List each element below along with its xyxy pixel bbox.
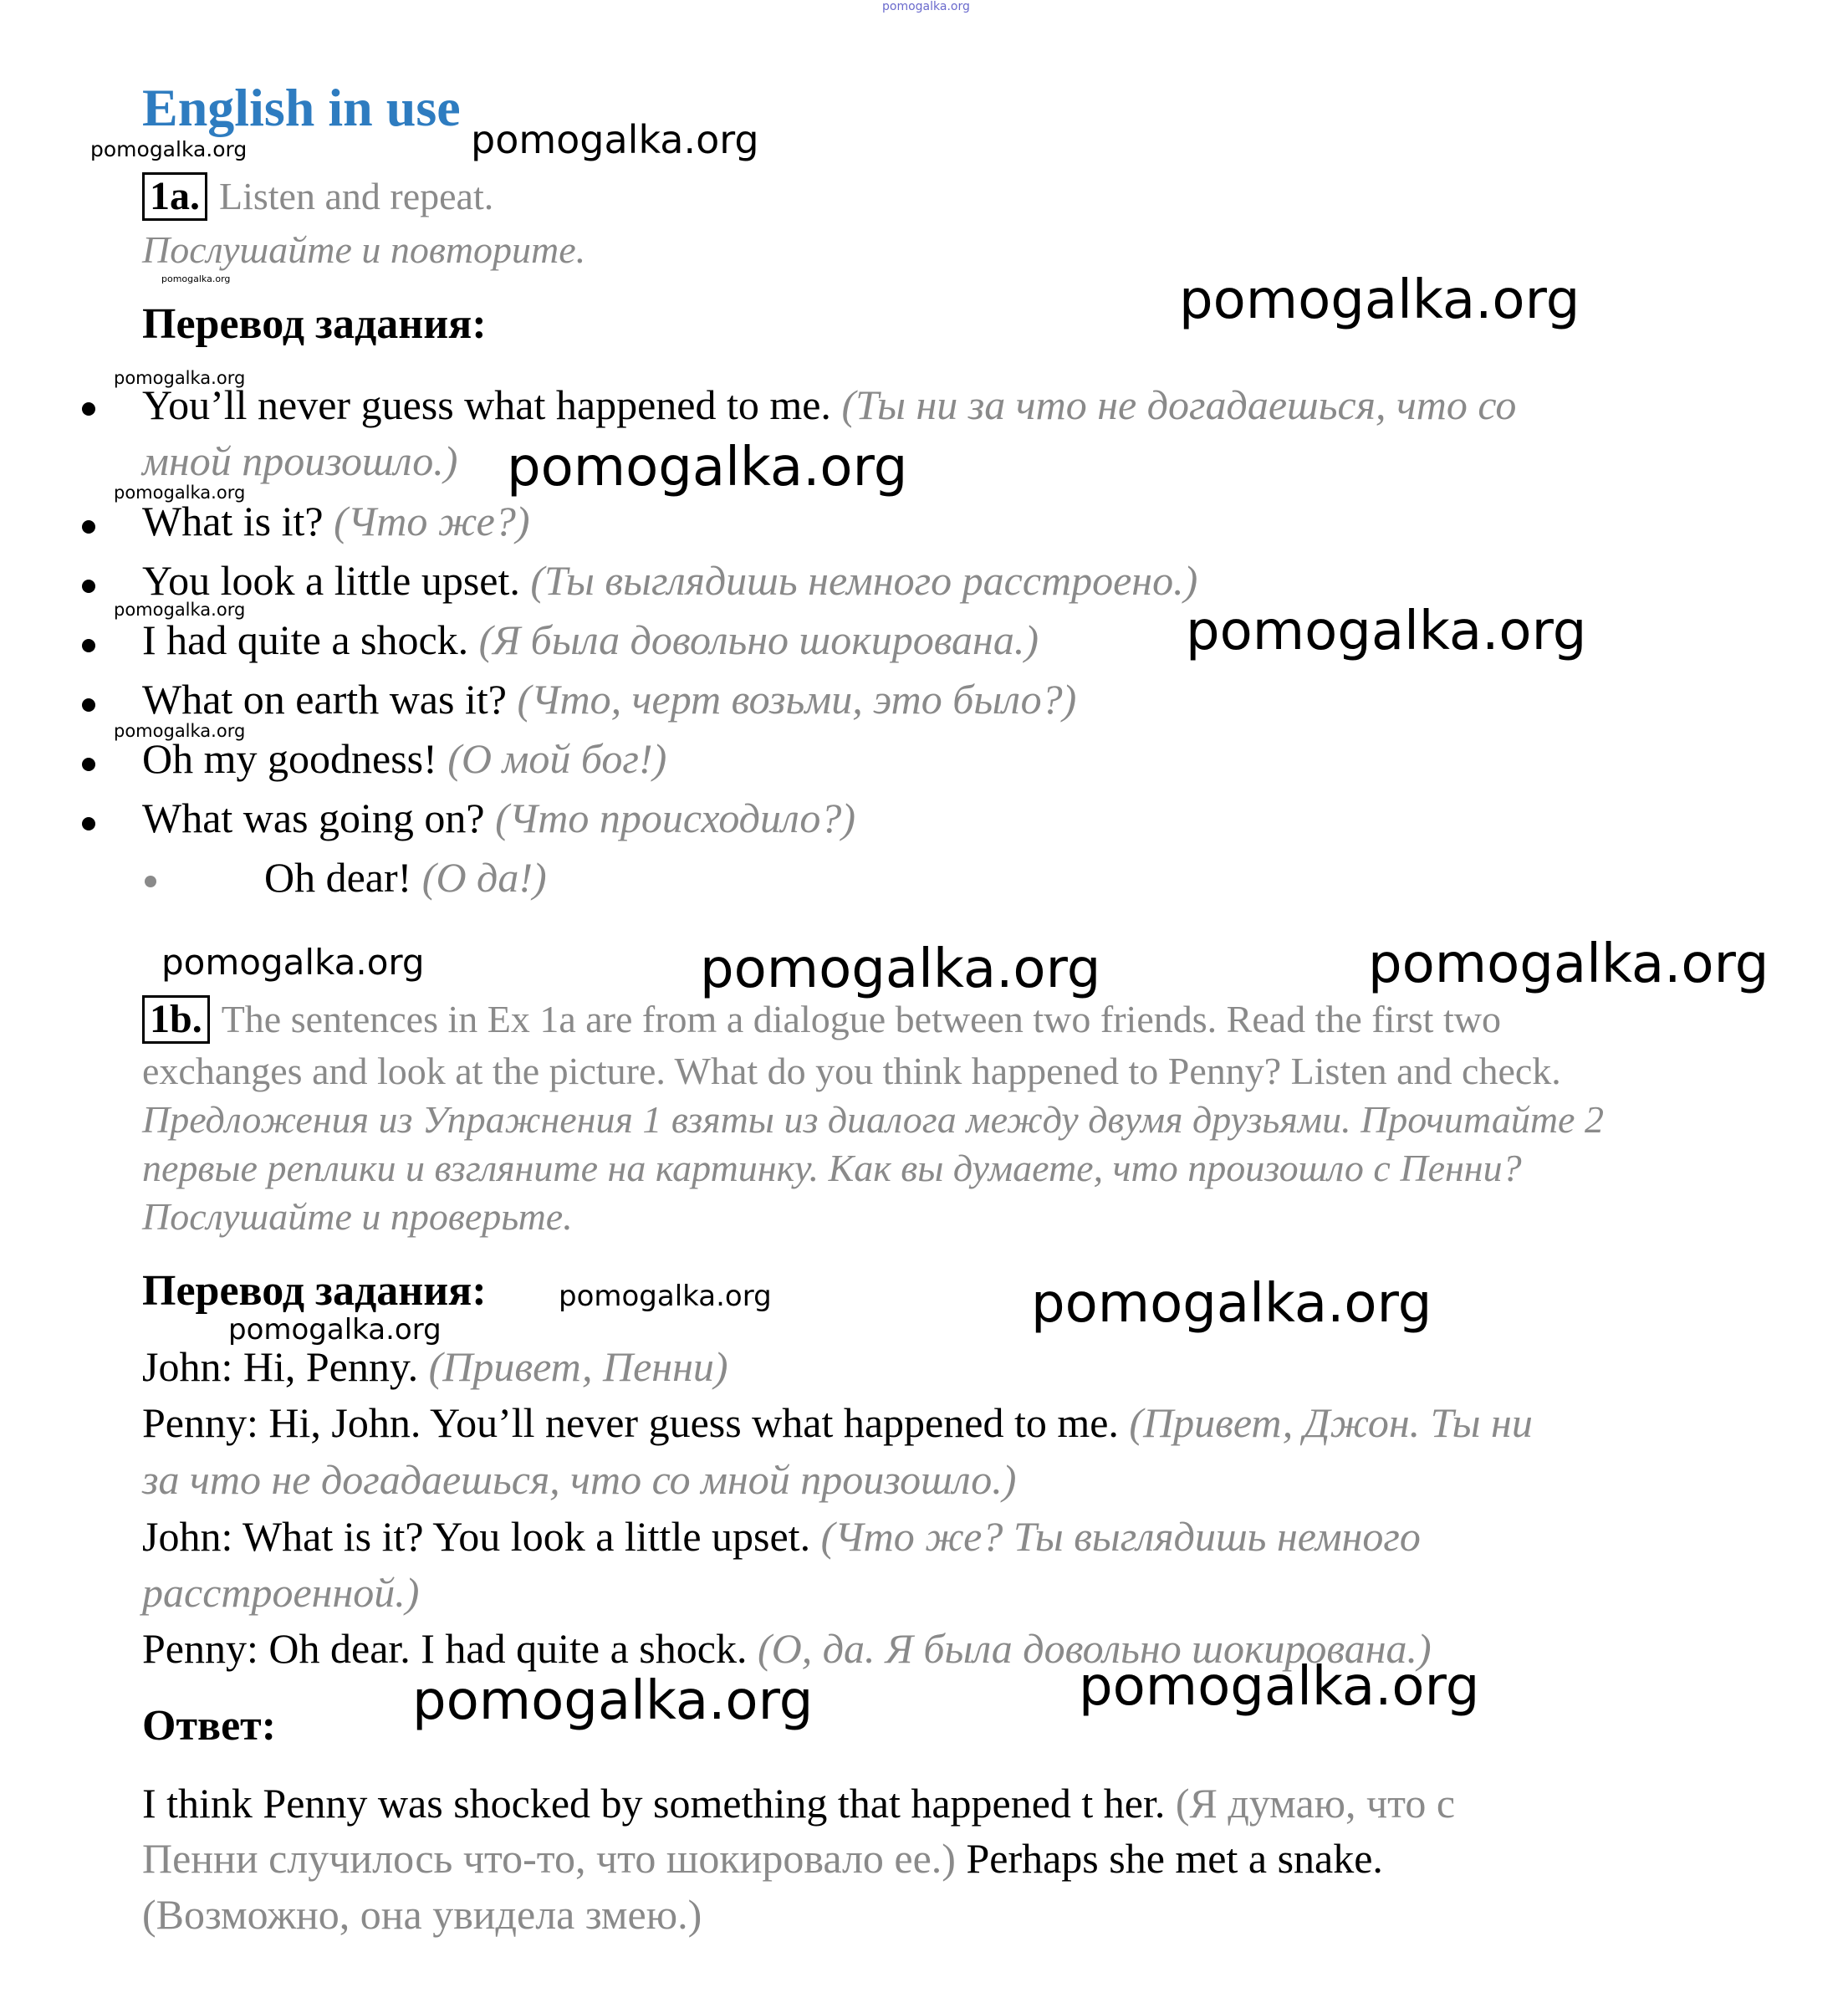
dialogue-line: John: What is it? You look a little upset. (Что же? Ты выглядишь немного	[142, 1513, 1421, 1560]
watermark: pomogalka.org	[1186, 600, 1587, 662]
list-item-cont: мной произошло.)	[142, 437, 458, 484]
watermark: pomogalka.org	[114, 721, 246, 741]
watermark: pomogalka.org	[1079, 1656, 1480, 1718]
answer-line: Пенни случилось что-то, что шокировало ее.) Perhaps she met a snake.	[142, 1835, 1383, 1882]
watermark: pomogalka.org	[114, 368, 246, 388]
watermark: pomogalka.org	[412, 1670, 814, 1732]
watermark: pomogalka.org	[559, 1280, 772, 1313]
watermark: pomogalka.org	[507, 437, 908, 498]
dialogue-line: Penny: Oh dear. I had quite a shock. (О, да. Я была довольно шокирована.)	[142, 1625, 1432, 1672]
bullet	[82, 520, 95, 534]
list-item: I had quite a shock. (Я была довольно шокирована.)	[142, 616, 1039, 663]
translation-heading: Перевод задания:	[142, 300, 487, 348]
bullet	[145, 876, 156, 887]
section-title: English in use	[142, 78, 461, 137]
watermark: pomogalka.org	[1179, 269, 1580, 331]
exercise-task: The sentences in Ex 1a are from a dialogue between two friends. Read the first two	[221, 998, 1501, 1040]
answer-heading: Ответ:	[142, 1702, 277, 1750]
bullet	[82, 758, 95, 771]
exercise-task-ru: первые реплики и взгляните на картинку. Как вы думаете, что произошло с Пенни?	[142, 1147, 1522, 1189]
dialogue-line-cont: расстроенной.)	[142, 1569, 420, 1616]
list-item: What on earth was it? (Что, черт возьми, это было?)	[142, 676, 1077, 723]
exercise-task-ru: Предложения из Упражнения 1 взяты из диалога между двумя друзьями. Прочитайте 2	[142, 1098, 1604, 1141]
list-item: You look a little upset. (Ты выглядишь немного расстроено.)	[142, 557, 1198, 604]
bullet	[82, 698, 95, 712]
watermark: pomogalka.org	[90, 137, 248, 161]
bullet	[82, 402, 95, 416]
exercise-label: 1a.	[142, 172, 207, 221]
exercise-1a-header	[142, 172, 493, 221]
dialogue-line: Penny: Hi, John. You’ll never guess what happened to me. (Привет, Джон. Ты ни	[142, 1399, 1533, 1446]
watermark: pomogalka.org	[114, 483, 246, 503]
answer-line: I think Penny was shocked by something that happened t her. (Я думаю, что с	[142, 1780, 1456, 1827]
watermark: pomogalka.org	[1368, 933, 1769, 995]
dialogue-line: John: Hi, Penny. (Привет, Пенни)	[142, 1343, 728, 1390]
bullet	[82, 639, 95, 652]
watermark-top: pomogalka.org	[882, 0, 970, 13]
list-item: Oh my goodness! (О мой бог!)	[142, 735, 667, 782]
dialogue-line-cont: за что не догадаешься, что со мной произошло.)	[142, 1456, 1017, 1503]
bullet	[82, 817, 95, 830]
exercise-1b-header	[142, 995, 1501, 1044]
exercise-label: 1b.	[142, 995, 210, 1044]
list-item: What is it? (Что же?)	[142, 498, 530, 544]
exercise-task: Listen and repeat.	[219, 175, 494, 217]
list-item: You’ll never guess what happened to me. (Ты ни за что не догадаешься, что со	[142, 381, 1517, 428]
exercise-task-line2: exchanges and look at the picture. What do you think happened to Penny? Listen and check.	[142, 1050, 1561, 1092]
translation-heading: Перевод задания:	[142, 1267, 487, 1315]
exercise-task-ru: Послушайте и повторите.	[142, 228, 586, 271]
watermark: pomogalka.org	[471, 117, 759, 162]
answer-line: (Возможно, она увидела змею.)	[142, 1891, 702, 1938]
list-item: Oh dear! (О да!)	[264, 854, 547, 901]
list-item: What was going on? (Что происходило?)	[142, 795, 856, 841]
exercise-task-ru: Послушайте и проверьте.	[142, 1195, 573, 1238]
watermark: pomogalka.org	[114, 600, 246, 620]
watermark: pomogalka.org	[228, 1313, 442, 1347]
watermark: pomogalka.org	[161, 273, 231, 284]
bullet	[82, 580, 95, 593]
watermark: pomogalka.org	[1031, 1273, 1432, 1335]
watermark: pomogalka.org	[161, 942, 425, 983]
watermark: pomogalka.org	[700, 938, 1101, 1000]
